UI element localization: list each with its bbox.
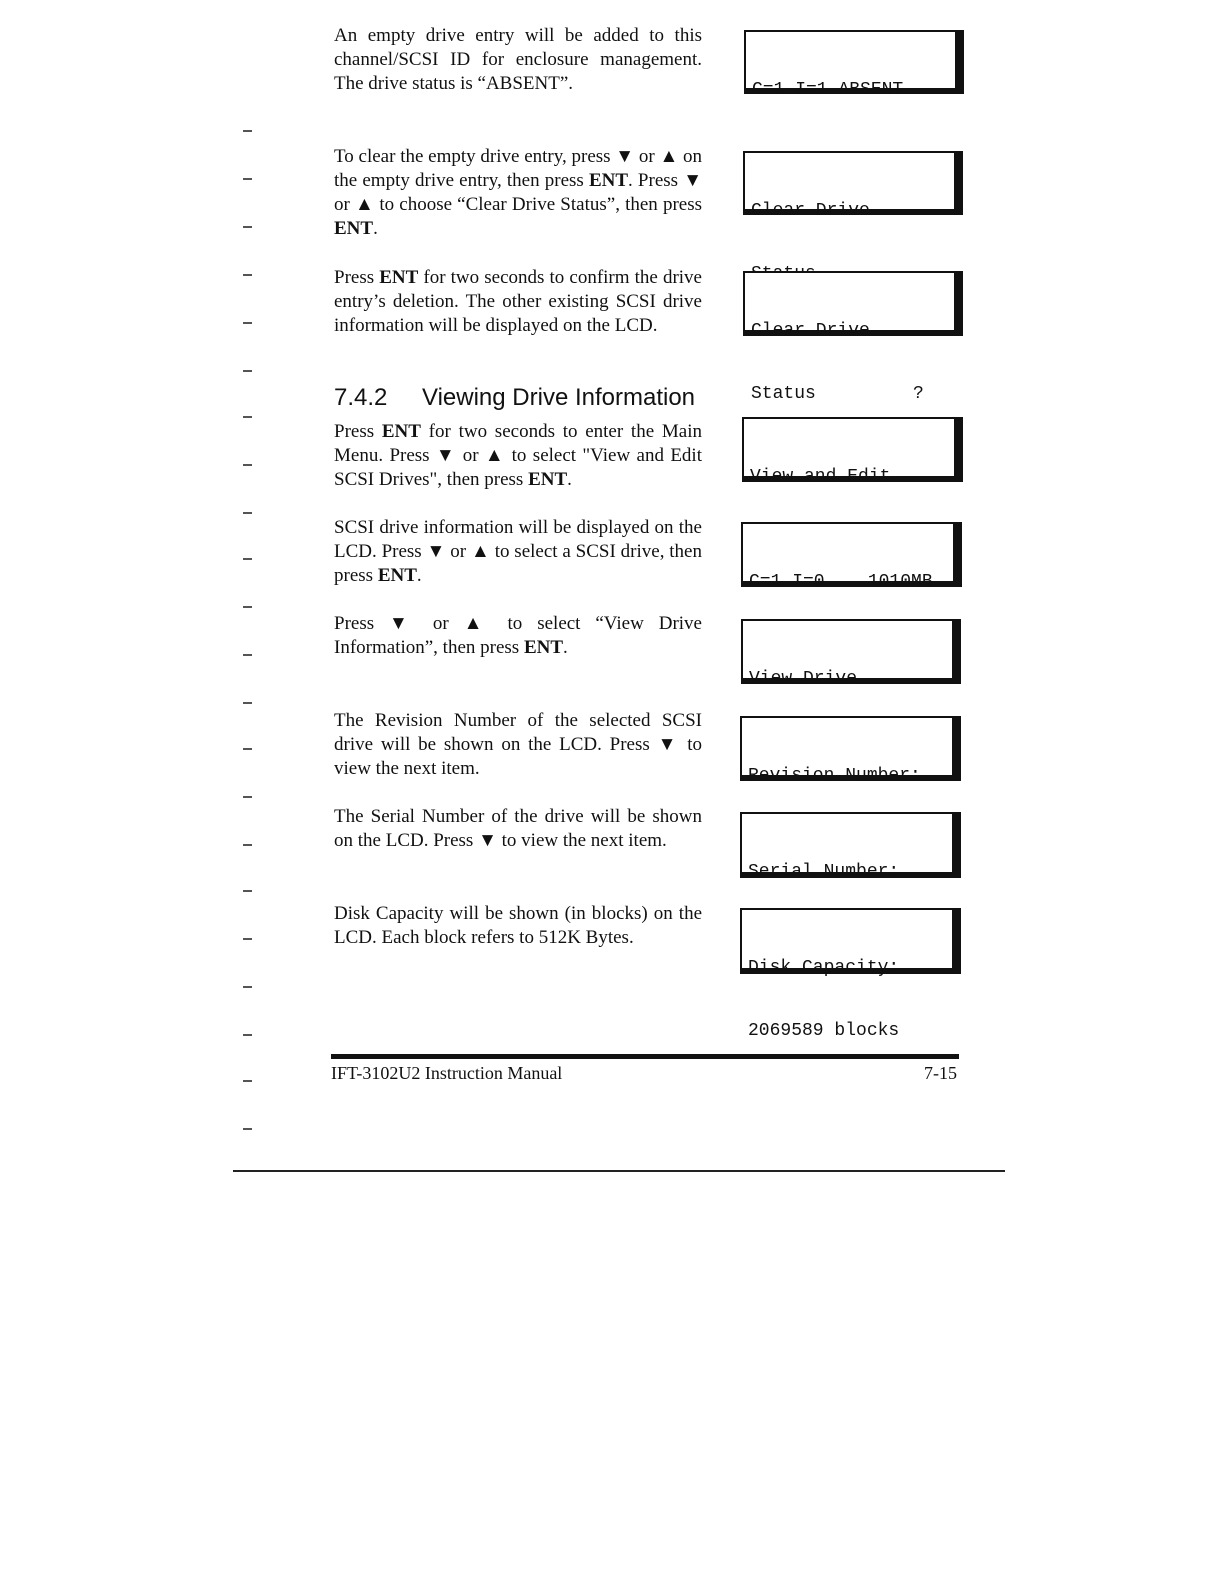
lcd-line-2: Status ?	[751, 384, 924, 404]
paragraph-text: The Revision Number of the selected SCSI drive will be shown on the LCD. Press ▼ to view the next item.	[334, 710, 702, 779]
lcd-display	[740, 812, 961, 882]
lcd-line-1: Disk Capacity:	[748, 958, 900, 978]
paragraph-text: Press ▼ or ▲ to select “View Drive Information”, then press	[334, 613, 702, 658]
margin-tick	[243, 130, 252, 132]
key-name: ENT	[528, 469, 568, 490]
lcd-display	[740, 908, 961, 1041]
margin-tick	[243, 322, 252, 324]
paragraph-text: Press	[334, 421, 382, 442]
margin-tick	[243, 1034, 252, 1036]
paragraph-text: SCSI drive information will be displayed on the LCD. Press ▼ or ▲ to select a SCSI drive, then press	[334, 517, 702, 586]
lcd-line-1: Clear Drive	[751, 201, 870, 221]
key-name: ENT	[588, 170, 629, 191]
margin-tick	[243, 512, 252, 514]
paragraph-text: .	[373, 218, 378, 239]
margin-tick	[243, 178, 252, 180]
footer-rule	[331, 1054, 959, 1059]
margin-tick	[243, 844, 252, 846]
margin-tick	[243, 890, 252, 892]
section-title: Viewing Drive Information	[422, 384, 696, 411]
lcd-line-1: Serial Number:	[748, 862, 900, 882]
paragraph	[334, 266, 702, 338]
paragraph-text: for two seconds to confirm the drive entry’s deletion. The other existing SCSI drive information will be displayed on the LCD.	[334, 267, 702, 336]
margin-tick	[243, 606, 252, 608]
lcd-line-1: Revision Number:	[748, 766, 921, 786]
margin-tick	[243, 416, 252, 418]
lcd-display	[743, 151, 963, 221]
paragraph-text: To clear the empty drive entry, press ▼ or ▲ on the empty drive entry, then press	[334, 146, 702, 191]
paragraph-text: .	[563, 637, 568, 658]
section-heading	[334, 384, 695, 412]
lcd-display	[744, 30, 964, 100]
manual-title: IFT-3102U2 Instruction Manual	[331, 1063, 563, 1083]
paragraph	[334, 902, 702, 950]
paragraph-text: .	[567, 469, 572, 490]
key-name: ENT	[523, 637, 564, 658]
lcd-display	[741, 522, 962, 592]
lcd-display	[743, 271, 963, 404]
lcd-line-1: C=1 I=1 ABSENT	[752, 80, 904, 100]
lcd-line-2: 2069589 blocks	[748, 1021, 900, 1041]
margin-tick	[243, 986, 252, 988]
paragraph-text: The Serial Number of the drive will be shown on the LCD. Press ▼ to view the next item.	[334, 806, 702, 851]
margin-tick	[243, 464, 252, 466]
lcd-line-1: Clear Drive	[751, 321, 870, 341]
paragraph	[334, 145, 702, 241]
paragraph	[334, 420, 702, 492]
lcd-line-1: View Drive	[749, 669, 858, 689]
paragraph-text: .	[416, 565, 422, 586]
page-number: 7-15	[924, 1063, 957, 1083]
margin-tick	[243, 370, 252, 372]
margin-tick	[243, 1128, 252, 1130]
paragraph-text: for two seconds to enter the Main Menu. Press ▼ or ▲ to select "View and Edit SCSI Drives", then press	[334, 421, 702, 490]
margin-tick	[243, 796, 252, 798]
lcd-line-1: C=1 I=0 1010MB	[749, 572, 933, 592]
section-number: 7.4.2	[334, 384, 388, 411]
paragraph-text: Disk Capacity will be shown (in blocks) on the LCD. Each block refers to 512K Bytes.	[334, 903, 702, 948]
key-name: ENT	[379, 267, 419, 288]
lcd-display	[740, 716, 961, 786]
margin-tick	[243, 226, 252, 228]
margin-tick	[243, 938, 252, 940]
key-name: ENT	[334, 218, 374, 239]
paragraph	[334, 24, 702, 96]
margin-tick	[243, 748, 252, 750]
page-bottom-rule	[233, 1170, 1005, 1172]
margin-tick	[243, 1080, 252, 1082]
key-name: ENT	[381, 421, 421, 442]
margin-tick	[243, 558, 252, 560]
paragraph	[334, 805, 702, 853]
paragraph-text: . Press ▼ or ▲ to choose “Clear Drive Status”, then press	[334, 170, 702, 215]
paragraph-text: Press	[334, 267, 380, 288]
paragraph	[334, 516, 702, 588]
paragraph-text: An empty drive entry will be added to this channel/SCSI ID for enclosure management. The drive status is “ABSENT”.	[334, 25, 702, 94]
paragraph	[334, 612, 702, 660]
margin-tick	[243, 274, 252, 276]
lcd-line-1: View and Edit	[750, 467, 891, 487]
lcd-display	[741, 619, 961, 689]
lcd-display	[742, 417, 963, 487]
key-name: ENT	[377, 565, 417, 586]
paragraph	[334, 709, 702, 781]
margin-tick	[243, 654, 252, 656]
margin-tick	[243, 702, 252, 704]
